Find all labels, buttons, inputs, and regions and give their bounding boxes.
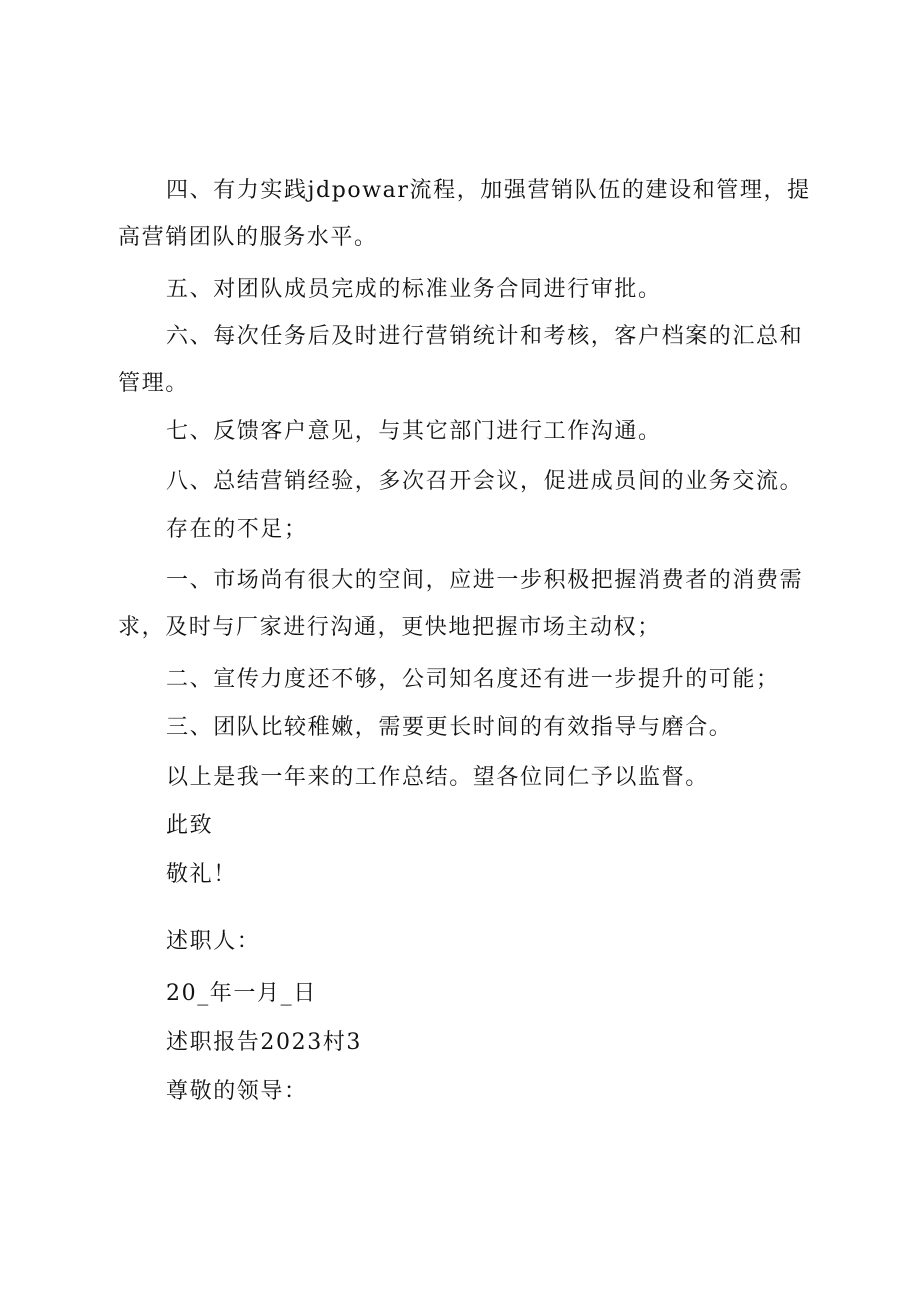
paragraph-item-5: 五、对团队成员完成的标准业务合同进行审批。 — [166, 277, 662, 302]
paragraph-item-4: 四、有力实践jdpowar流程，加强营销队伍的建设和管理，提高营销团队的服务水平。 — [118, 178, 811, 250]
paragraph-item-8: 八、总结营销经验，多次召开会议，促进成员间的业务交流。 — [166, 469, 804, 494]
reporter-label: 述职人： — [166, 929, 261, 954]
shortcomings-heading: 存在的不足； — [166, 517, 308, 542]
closing-regards: 敬礼！ — [166, 862, 237, 887]
shortcoming-item-3: 三、团队比较稚嫩，需要更长时间的有效指导与磨合。 — [166, 715, 733, 740]
summary-sentence: 以上是我一年来的工作总结。望各位同仁予以监督。 — [166, 765, 709, 790]
greeting: 尊敬的领导： — [166, 1079, 308, 1104]
next-report-title: 述职报告2023村3 — [166, 1030, 362, 1055]
shortcoming-item-2: 二、宣传力度还不够，公司知名度还有进一步提升的可能； — [166, 667, 780, 692]
paragraph-item-7: 七、反馈客户意见，与其它部门进行工作沟通。 — [166, 419, 662, 444]
closing-salutation: 此致 — [166, 813, 214, 838]
paragraph-item-6: 六、每次任务后及时进行营销统计和考核，客户档案的汇总和管理。 — [118, 324, 804, 396]
shortcoming-item-1: 一、市场尚有很大的空间，应进一步积极把握消费者的消费需求，及时与厂家进行沟通，更快地把握市场主动权； — [118, 568, 804, 640]
report-date: 20_年一月_日 — [166, 981, 317, 1006]
